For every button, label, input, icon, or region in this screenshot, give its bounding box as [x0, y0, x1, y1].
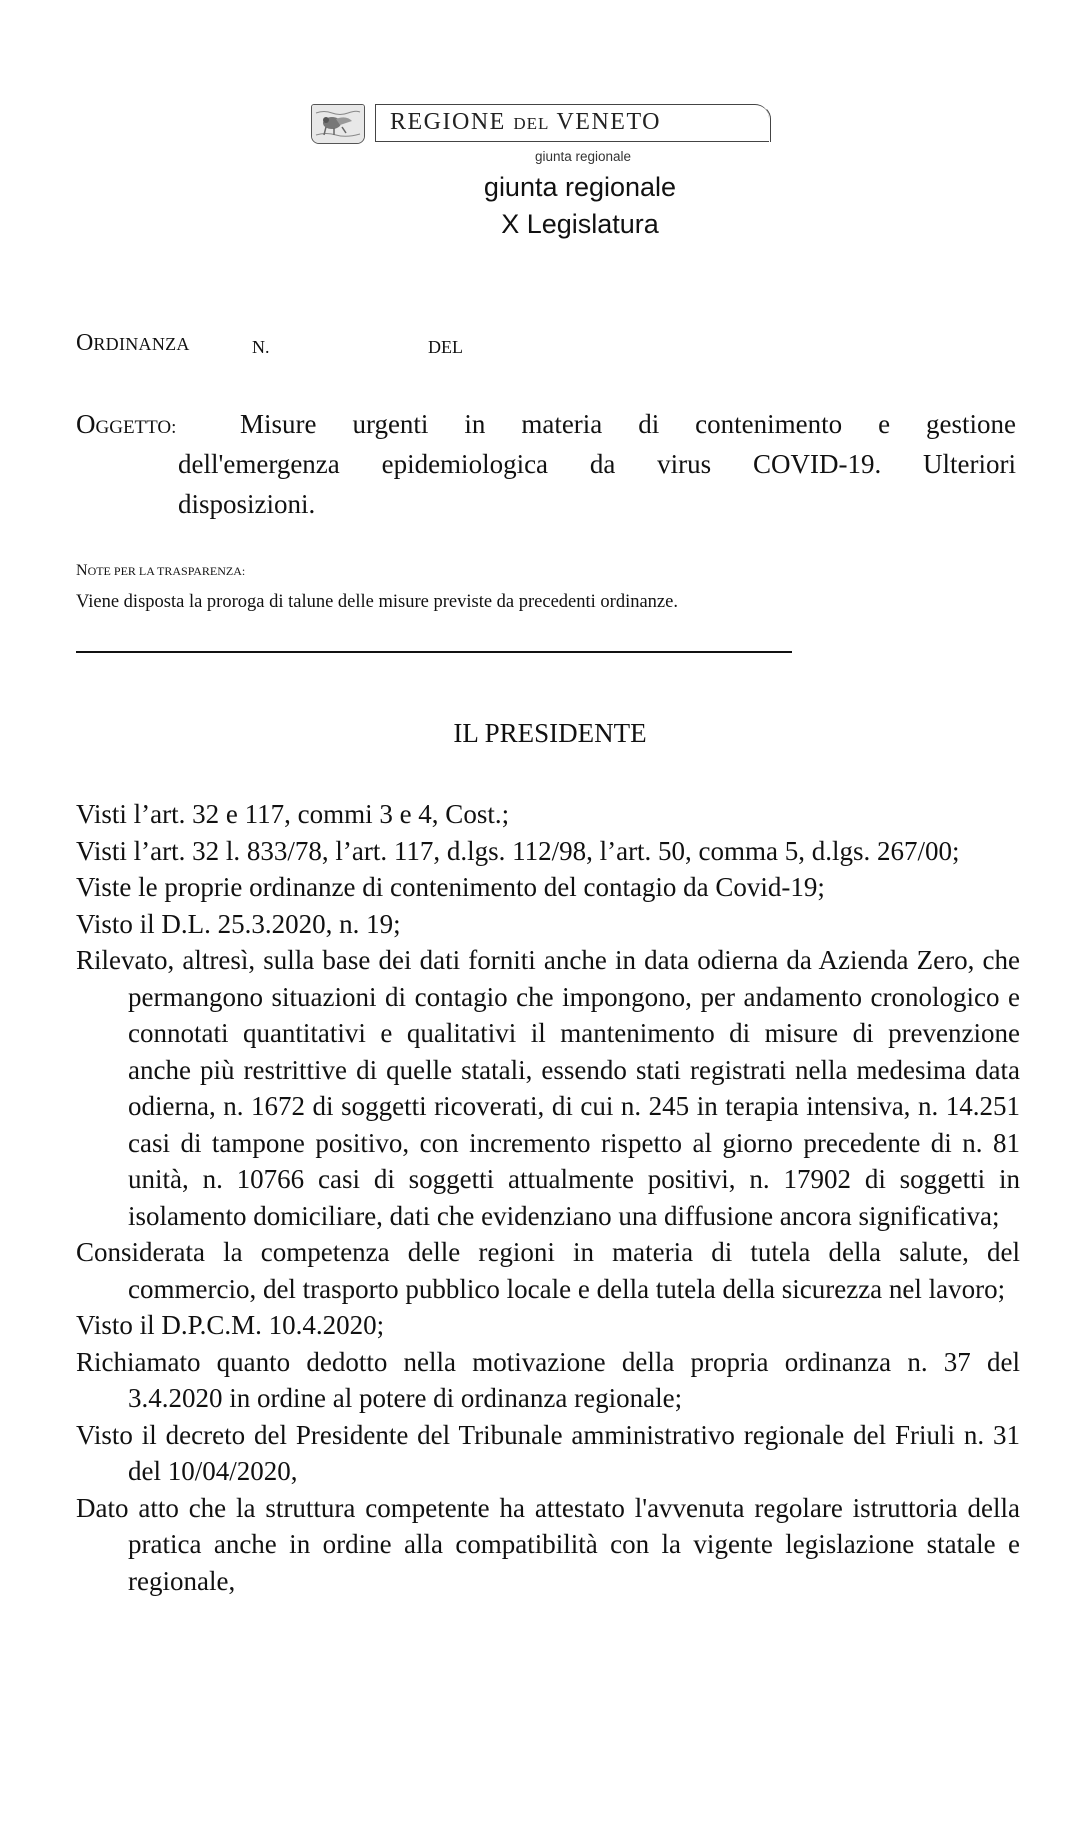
lion-of-st-mark-emblem-icon — [311, 104, 365, 144]
note-trasparenza-label — [76, 562, 245, 580]
oggetto-label-initial: O — [76, 409, 96, 439]
preamble-item: Visto il decreto del Presidente del Tribunale amministrativo regionale del Friuli n. 31 del 10/04/2020, — [76, 1419, 1020, 1486]
ordinanza-label-initial: O — [76, 330, 94, 356]
logo-name-veneto: VENETO — [556, 109, 661, 135]
ordinanza-label-rest: RDINANZA — [93, 334, 190, 354]
regione-veneto-logo — [311, 104, 773, 144]
note-trasparenza-text: Viene disposta la proroga di talune delle misure previste da precedenti ordinanze. — [76, 592, 678, 612]
oggetto-line-3: disposizioni. — [178, 489, 316, 519]
oggetto-line-1: Misure urgenti in materia di contenimento e gestione — [240, 409, 1016, 439]
ordinanza-date-label — [428, 337, 463, 358]
oggetto-label-rest: GGETTO: — [95, 417, 177, 438]
oggetto-line-2: dell'emergenza epidemiologica da virus COVID-19. Ulteriori — [178, 449, 1016, 479]
note-label-rest: OTE PER LA TRASPARENZA: — [87, 564, 246, 578]
note-label-initial: N — [76, 562, 88, 579]
ordinanza-date-text: DEL — [428, 337, 463, 357]
header-title-legislatura: X Legislatura — [501, 209, 659, 239]
logo-subtitle: giunta regionale — [534, 149, 632, 164]
preamble-item: Visti l’art. 32 l. 833/78, l’art. 117, d.lgs. 112/98, l’art. 50, comma 5, d.lgs. 267/00; — [76, 835, 960, 866]
preamble-item: Visti l’art. 32 e 117, commi 3 e 4, Cost.; — [76, 799, 510, 829]
logo-name — [390, 109, 661, 136]
ordinanza-number-label — [252, 337, 270, 358]
preamble-item: Dato atto che la struttura competente ha attestato l'avvenuta regolare istruttoria della pratica anche in ordine alla compatibilità con la vigente legislazione statale e regionale, — [76, 1492, 1020, 1596]
logo-name-box — [375, 104, 769, 142]
preamble-body — [76, 796, 1020, 1599]
logo-name-del: DEL — [513, 114, 550, 133]
preamble-item: Considerata la competenza delle regioni in materia di tutela della salute, del commercio, del trasporto pubblico locale e della tutela della sicurezza nel lavoro; — [76, 1237, 1020, 1304]
logo-name-regione: REGIONE — [390, 109, 506, 135]
header-title-giunta: giunta regionale — [483, 172, 677, 202]
oggetto-section — [76, 404, 1022, 524]
preamble-item: Rilevato, altresì, sulla base dei dati forniti anche in data odierna da Azienda Zero, che permangono situazioni di contagio che impongono, per andamento cronologico e connotati quantitativi e qualitativi il mantenimento di misure di prevenzione anche più restrittive di quelle statali, essendo stati registrati nella medesima data odierna, n. 1672 di soggetti ricoverati, di cui n. 245 in terapia intensiva, n. 14.251 casi di tampone positivo, con incremento rispetto al giorno precedente di n. 81 unità, n. 10766 casi di soggetti attualmente positivi, n. 17902 di soggetti in isolamento domiciliare, dati che evidenziano una diffusione ancora significativa; — [76, 945, 1020, 1231]
preamble-item: Richiamato quanto dedotto nella motivazione della propria ordinanza n. 37 del 3.4.2020 in ordine al potere di ordinanza regionale; — [76, 1346, 1020, 1413]
preamble-item: Viste le proprie ordinanze di contenimento del contagio da Covid-19; — [76, 872, 825, 902]
ordinanza-label — [76, 330, 190, 357]
heading-il-presidente: IL PRESIDENTE — [453, 718, 647, 748]
oggetto-label — [76, 404, 176, 448]
preamble-item: Visto il D.P.C.M. 10.4.2020; — [76, 1310, 385, 1340]
preamble-item: Visto il D.L. 25.3.2020, n. 19; — [76, 908, 401, 939]
section-divider — [76, 651, 792, 653]
ordinanza-number-text: N. — [252, 337, 270, 357]
